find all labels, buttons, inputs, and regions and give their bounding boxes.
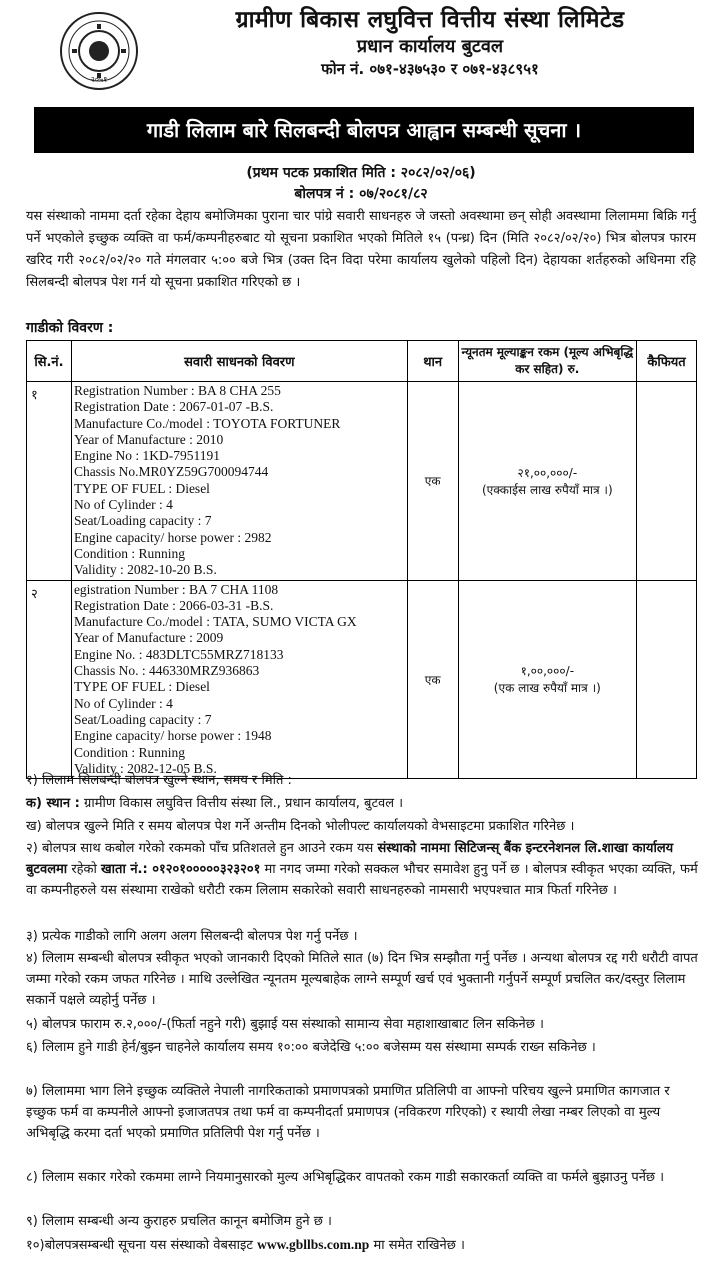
condition-3: ३) प्रत्येक गाडीको लागि अलग अलग सिलबन्दी बोलपत्र पेश गर्नु पर्नेछ । (26, 929, 358, 944)
condition-1-title: १) लिलाम सिलबन्दी बोलपत्र खुल्ने स्थान, समय र मिति : (26, 773, 292, 788)
table-header-row (27, 341, 697, 382)
detail-line: Chassis No.MR0YZ59G700094744 (73, 464, 269, 480)
condition-1a-text: ग्रामीण विकास लघुवित्त वित्तीय संस्था लि., प्रधान कार्यालय, बुटवल । (84, 796, 404, 811)
condition-2-post: मा नगद जम्मा गरेको सक्कल भौचर समावेश हुनु पर्ने छ । बोलपत्र स्वीकृत भएका व्यक्ति, फर्म वा कम्पनीहरुले यस संस्थामा राखेको धरौटी रकम लिलाम सकारेको सवारी साधनहरुको नामसारी भएपश्चात मात्र फिर्ता गरिनेछ । (26, 862, 698, 898)
condition-10 (26, 1234, 702, 1256)
organization-logo (60, 12, 138, 90)
detail-line: Condition : Running (73, 545, 185, 561)
notice-title-banner: गाडी लिलाम बारे सिलबन्दी बोलपत्र आह्वान सम्बन्धी सूचना । (34, 107, 694, 153)
row-remarks (637, 382, 697, 581)
row-amount: १,००,०००/- (520, 664, 575, 679)
detail-line: Manufacture Co./model : TOYOTA FORTUNER (73, 415, 341, 431)
condition-2-account: खाता नं.: ०१२०१०००००३२३२०१ (101, 862, 261, 877)
website-link[interactable]: www.gbllbs.com.np (257, 1237, 370, 1252)
col-header-sn: सि.नं. (27, 341, 72, 382)
detail-line: No of Cylinder : 4 (73, 497, 173, 513)
condition-1a-label: क) स्थान : (26, 796, 80, 811)
vehicle-table (26, 340, 697, 779)
detail-line: egistration Number : BA 7 CHA 1108 (73, 581, 279, 597)
detail-line: Engine No : 1KD-7951191 (73, 448, 221, 464)
detail-line: Chassis No. : 446330MRZ936863 (73, 663, 260, 679)
col-header-remarks: कैफियत (637, 341, 697, 382)
condition-9: ९) लिलाम सम्बन्धी अन्य कुराहरु प्रचलित कानून बमोजिम हुने छ । (26, 1214, 332, 1229)
detail-line: Validity : 2082-10-20 B.S. (73, 562, 217, 578)
detail-line: Registration Date : 2067-01-07 -B.S. (73, 399, 274, 415)
vehicle-details (71, 382, 407, 581)
detail-line: Year of Manufacture : 2009 (73, 630, 224, 646)
phone-number: फोन नं. ०७१-४३७५३० र ०७१-४३८९५१ (321, 60, 539, 78)
row-sn: २ (27, 580, 72, 779)
organization-name: ग्रामीण बिकास लघुवित्त वित्तीय संस्था लिमिटेड (235, 7, 625, 33)
condition-4: ४) लिलाम सम्बन्धी बोलपत्र स्वीकृत भएको जानकारी दिएको मितिले सात (७) दिन भित्र सम्झौता गर्नु पर्नेछ । अन्यथा बोलपत्र रद्द गरी धरौटी वापत जम्मा गरेको रकम जफत गरिनेछ । माथि उल्लेखित न्यूनतम मूल्यबाहेक लाग्ने सम्पूर्ण खर्च एवं भुक्तानी गर्नुपर्ने सम्पूर्ण प्रचलित कर/दस्तुर लिलाम सकार्ने पक्षले व्यहोर्नु पर्नेछ । (26, 951, 698, 1008)
detail-line: Engine capacity/ horse power : 1948 (73, 728, 272, 744)
row-amount-words: (एक लाख रुपैयाँ मात्र ।) (493, 681, 601, 696)
condition-2-pre: २) बोलपत्र साथ कबोल गरेको रकमको पाँच प्रतिशतले हुन आउने रकम यस (26, 841, 374, 856)
detail-line: Condition : Running (73, 744, 185, 760)
row-qty: एक (407, 382, 458, 581)
office-name: प्रधान कार्यालय बुटवल (356, 36, 504, 57)
col-header-amount: न्यूनतम मूल्याङ्कन रकम (मूल्य अभिबृद्धि कर सहित) रु. (458, 341, 636, 382)
condition-2 (26, 838, 702, 901)
vehicle-section-title: गाडीको विवरण : (26, 320, 114, 336)
condition-2-bank: संस्थाको नाममा सिटिजन्स् बैंक इन्टरनेशनल लि.शाखा कार्यालय बुटवलमा (26, 841, 674, 877)
row-amount-words: (एक्काईस लाख रुपैयाँ मात्र ।) (481, 482, 613, 497)
detail-line: No of Cylinder : 4 (73, 695, 173, 711)
vehicle-details (71, 580, 407, 779)
gear-icon (89, 41, 109, 61)
detail-line: TYPE OF FUEL : Diesel (73, 480, 210, 496)
row-amount: २१,००,०००/- (517, 465, 578, 480)
detail-line: Year of Manufacture : 2010 (73, 431, 224, 447)
condition-6: ६) लिलाम हुने गाडी हेर्न/बुझ्न चाहनेले कार्यालय समय १०:०० बजेदेखि ५:०० बजेसम्म यस संस्थामा सम्पर्क राख्न सकिनेछ । (26, 1040, 596, 1055)
condition-8: ८) लिलाम सकार गरेको रकममा लाग्ने नियमानुसारको मुल्य अभिबृद्धिकर वापतको रकम गाडी सकारकर्ता व्यक्ति वा फर्मले बुझाउनु पर्नेछ । (26, 1170, 665, 1185)
col-header-details: सवारी साधनको विवरण (71, 341, 407, 382)
detail-line: Registration Number : BA 8 CHA 255 (73, 383, 281, 398)
condition-10-pre: १०)बोलपत्रसम्बन्धी सूचना यस संस्थाको वेबसाइट (26, 1238, 253, 1253)
condition-10-post: मा समेत राखिनेछ । (373, 1238, 465, 1253)
row-qty: एक (407, 580, 458, 779)
detail-line: Engine No. : 483DLTC55MRZ718133 (73, 646, 284, 662)
condition-1b: ख) बोलपत्र खुल्ने मिति र समय बोलपत्र पेश गर्ने अन्तीम दिनको भोलीपल्ट कार्यालयको वेभसाइटमा प्रकाशित गरिनेछ । (26, 819, 575, 834)
detail-line: TYPE OF FUEL : Diesel (73, 679, 210, 695)
intro-paragraph: यस संस्थाको नाममा दर्ता रहेका देहाय बमोजिमका पुराना चार पांग्रे सवारी साधनहरु जे जस्तो अवस्थामा छन् सोही अवस्थामा लिलाममा बिक्रि गर्नु पर्ने भएकोले इच्छुक व्यक्ति वा फर्म/कम्पनीहरुबाट यो सूचना प्रकाशित भएको मितिले १५ (पन्ध्र) दिन (मिति २०८२/०२/२०) भित्र बोलपत्र फारम खरिद गरी २०८२/०२/२० गते मंगलवार ५:०० बजे भित्र (उक्त दिन विदा परेमा कार्यालय खुलेको पहिलो दिन) देहायका शर्तहरुको अधिनमा रहि सिलबन्दी बोलपत्र पेश गर्न यो सूचना प्रकाशित गरिएको छ । (26, 209, 696, 290)
detail-line: Engine capacity/ horse power : 2982 (73, 529, 272, 545)
detail-line: Manufacture Co./model : TATA, SUMO VICTA GX (73, 614, 357, 630)
notice-header (0, 0, 722, 105)
condition-1a (26, 793, 702, 814)
detail-line: Registration Date : 2066-03-31 -B.S. (73, 597, 274, 613)
table-row (27, 580, 697, 779)
tender-number: बोलपत्र नं : ०७/२०८१/८२ (294, 186, 428, 202)
detail-line: Validity : 2082-12-05 B.S. (73, 760, 217, 776)
condition-7: ७) लिलाममा भाग लिने इच्छुक व्यक्तिले नेपाली नागरिकताको प्रमाणपत्रको प्रमाणित प्रतिलिपी वा आफ्नो परिचय खुल्ने प्रमाणित कागजात र इच्छुक फर्म वा कम्पनीले आफ्नो इजाजतपत्र तथा फर्म वा कम्पनीदर्ता प्रमाणपत्र (नविकरण गरिएको) र स्थायी लेखा नम्बर लिएको वा मुल्य अभिबृद्धि करमा दर्ता भएको प्रमाणित प्रतिलिपी पेश गर्नु पर्नेछ । (26, 1084, 670, 1141)
detail-line: Seat/Loading capacity : 7 (73, 513, 212, 529)
condition-2-mid: रहेको (71, 862, 97, 877)
logo-year: २०५१ (90, 75, 108, 84)
row-amount-cell (458, 382, 636, 581)
detail-line: Seat/Loading capacity : 7 (73, 711, 212, 727)
row-amount-cell (458, 580, 636, 779)
col-header-qty: थान (407, 341, 458, 382)
table-row (27, 382, 697, 581)
row-sn: १ (27, 382, 72, 581)
row-remarks (637, 580, 697, 779)
publication-date: (प्रथम पटक प्रकाशित मिति : २०८२/०२/०६) (246, 165, 476, 181)
condition-5: ५) बोलपत्र फाराम रु.२,०००/-(फिर्ता नहुने गरी) बुझाई यस संस्थाको सामान्य सेवा महाशाखाबाट लिन सकिनेछ । (26, 1017, 544, 1032)
